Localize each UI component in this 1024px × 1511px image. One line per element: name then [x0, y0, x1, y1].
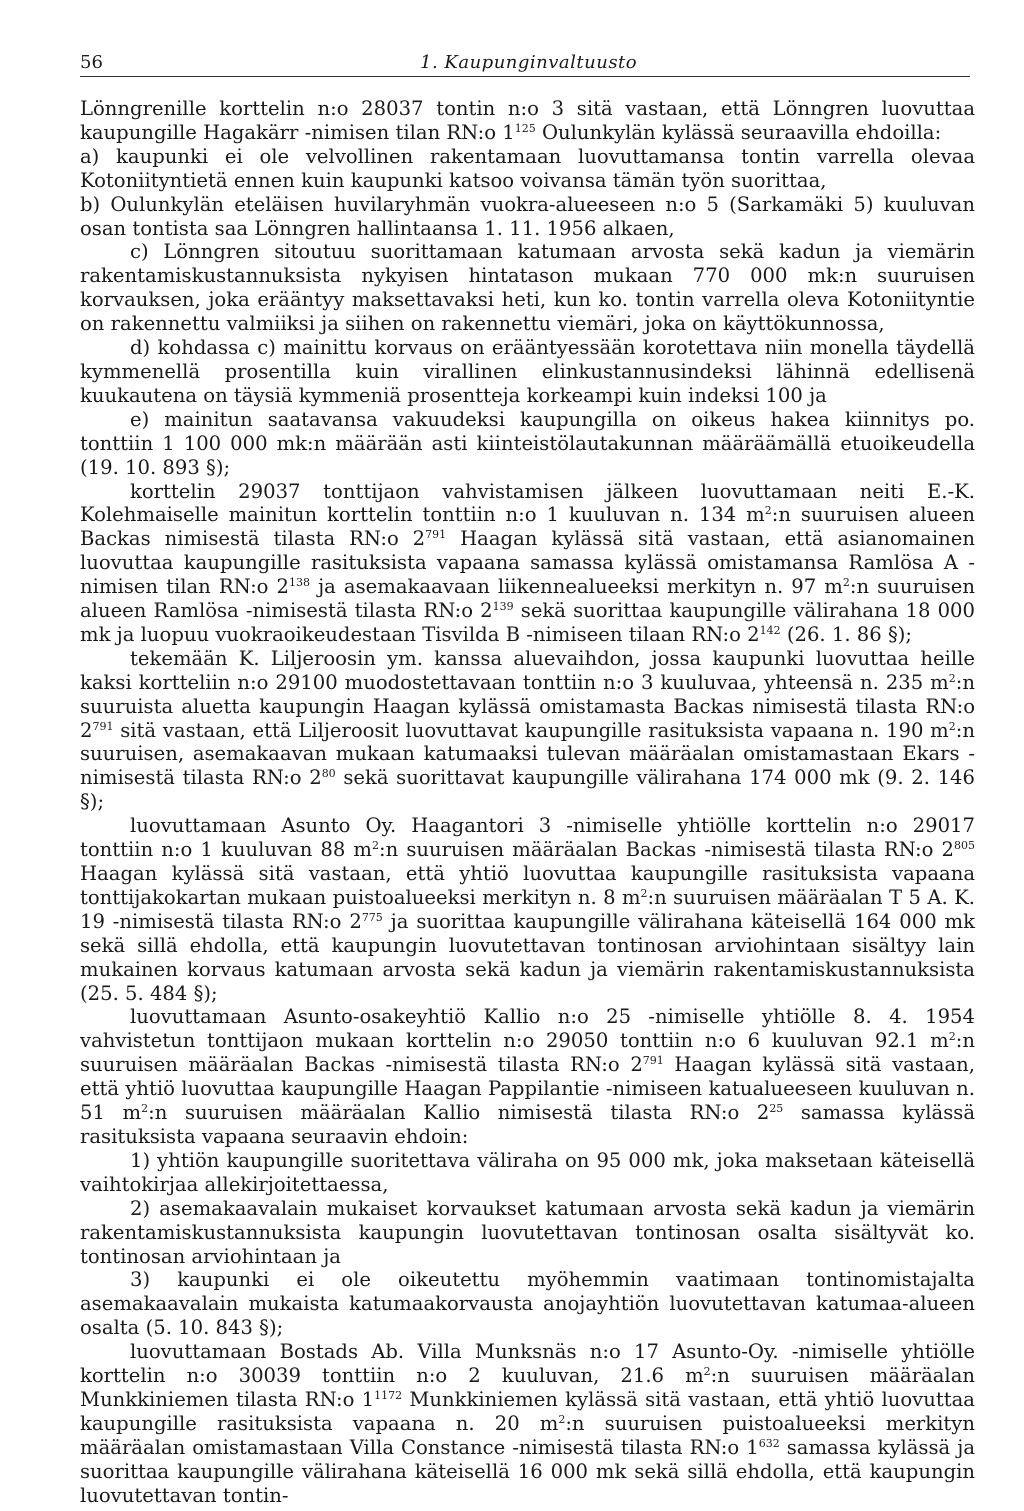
superscript: 2 — [948, 1030, 956, 1044]
superscript: 2 — [948, 719, 956, 733]
text-run: sekä suorittaa kaupungille välirahana 18 000 mk ja luopuu vuokraoikeudestaan Tisvilda B -nimiseen tilaan RN:o 2 — [80, 599, 975, 646]
text-run: c) Lönngren sitoutuu suorittamaan katumaan arvosta sekä kadun ja viemärin rakentamiskustannuksista nykyisen hintatason mukaan 770 000 mk:n suuruisen korvauksen, joka erääntyy maksettavaksi heti, kun ko. tontin varrella oleva Kotoniityntie on rakennettu valmiiksi ja siihen on rakennettu viemäri, joka on käyttökunnossa, — [80, 240, 975, 336]
paragraph — [80, 145, 975, 193]
text-run: Haagan kylässä sitä vastaan, että yhtiö luovuttaa kaupungille Haagan Pappilantie -nimiseen katualueeseen kuuluvan n. 51 m — [80, 1053, 975, 1125]
text-run: sitä vastaan, että Liljeroosit luovuttavat kaupungille rasituksista vapaana n. 190 m — [113, 718, 949, 742]
paragraph — [80, 1197, 975, 1269]
superscript: 80 — [321, 767, 336, 781]
superscript: 138 — [289, 576, 311, 590]
text-run: 2) asemakaavalain mukaiset korvaukset katumaan arvosta sekä kadun ja viemärin rakentamiskustannuksista kaupungin luovutettavan tontinosan osalta sisältyvät ko. tontinosan arviohintaan ja — [80, 1196, 975, 1268]
paragraph — [80, 1340, 975, 1507]
text-run: Haagan kylässä sitä vastaan, että yhtiö luovuttaa kaupungille rasituksista vapaana tonttijakokartan mukaan puistoalueeksi merkityn n. 8 m — [80, 862, 975, 909]
running-title: 1. Kaupunginvaltuusto — [420, 52, 638, 73]
paragraph — [80, 647, 975, 814]
text-run: 3) kaupunki ei ole oikeutettu myöhemmin vaatimaan tontinomistajalta asemakaavalain mukaista katumaakorvausta anojayhtiön luovutettavan katumaa-alueen osalta (5. 10. 843 §); — [80, 1268, 975, 1340]
text-run: :n suuruisen alueen Backas nimisestä tilasta RN:o 2 — [80, 503, 975, 551]
superscript: 791 — [425, 528, 447, 542]
text-run: e) mainitun saatavansa vakuudeksi kaupungilla on oikeus hakea kiinnitys po. tonttiin 1 100 000 mk:n määrään asti kiinteistölautakunnan määräämällä etuoikeudella (19. 10. 893 §); — [80, 407, 975, 479]
paragraph — [80, 1268, 975, 1340]
superscript: 2 — [703, 1365, 711, 1379]
text-run: :n suuruista aluetta kaupungin Haagan kylässä omistamasta Backas nimisestä tilasta RN:o 2 — [80, 670, 975, 742]
text-run: ja asemakaavaan liikennealueeksi merkityn n. 97 m — [310, 575, 843, 599]
text-run: sekä suorittavat kaupungille välirahana 174 000 mk (9. 2. 146 §); — [80, 766, 975, 814]
text-run: luovuttamaan Bostads Ab. Villa Munksnäs n:o 17 Asunto-Oy. -nimiselle yhtiölle korttelin n:o 30039 tonttiin n:o 2 kuuluvan, 21.6 m — [80, 1340, 975, 1388]
text-run: :n suuruisen määräalan Munkkiniemen tilasta RN:o 1 — [80, 1364, 976, 1411]
superscript: 142 — [759, 623, 781, 637]
paragraph — [80, 814, 975, 1005]
text-run: b) Oulunkylän eteläisen huvilaryhmän vuokra-alueeseen n:o 5 (Sarkamäki 5) kuuluvan osan tontista saa Lönngren hallintaansa 1. 11. 1956 alkaen, — [80, 192, 975, 240]
paragraph — [80, 240, 975, 336]
text-run: :n suuruisen määräalan Backas -nimisestä tilasta RN:o 2 — [80, 1029, 975, 1077]
paragraph — [80, 336, 975, 408]
superscript: 2 — [558, 1412, 566, 1426]
text-run: :n suuruisen alueen Ramlösa -nimisestä tilasta RN:o 2 — [80, 575, 975, 623]
text-run: samassa kylässä ja suorittaa kaupungille välirahana käteisellä 16 000 mk sekä sillä ehdolla, että kaupungin luovutettavan tontin- — [80, 1435, 975, 1507]
superscript: 2 — [141, 1102, 149, 1116]
superscript: 1172 — [374, 1388, 403, 1402]
paragraph — [80, 193, 975, 241]
text-run: luovuttamaan Asunto Oy. Haagantori 3 -nimiselle yhtiölle korttelin n:o 29017 tonttiin n:o 1 kuuluvan 88 m — [80, 814, 975, 862]
text-run: Munkkiniemen kylässä sitä vastaan, että yhtiö luovuttaa kaupungille rasituksista vapaana n. 20 m — [80, 1387, 975, 1435]
superscript: 2 — [372, 839, 380, 853]
paragraph — [80, 1149, 975, 1197]
superscript: 139 — [492, 600, 514, 614]
superscript: 632 — [758, 1436, 780, 1450]
body-text — [80, 97, 975, 1507]
page-number: 56 — [80, 52, 103, 73]
superscript: 2 — [640, 886, 648, 900]
paragraph — [80, 408, 975, 480]
text-run: :n suuruisen, asemakaavan mukaan katumaaksi tulevan määräalan omistamastaan Ekars -nimisestä tilasta RN:o 2 — [80, 718, 975, 790]
text-run: ja suorittaa kaupungille välirahana käteisellä 164 000 mk sekä sillä ehdolla, että kaupungin luovutettavan tontinosan arviohintaan sisältyy lain mukainen korvaus katumaan arvosta sekä kadun ja viemärin rakentamiskustannuksista (25. 5. 484 §); — [80, 909, 975, 1005]
text-run: luovuttamaan Asunto-osakeyhtiö Kallio n:o 25 -nimiselle yhtiölle 8. 4. 1954 vahvistetun tonttijaon mukaan korttelin n:o 29050 tonttiin n:o 6 kuuluvan 92.1 m — [80, 1005, 975, 1053]
paragraph — [80, 1005, 975, 1148]
text-run: :n suuruisen määräalan T 5 A. K. 19 -nimisestä tilasta RN:o 2 — [80, 885, 975, 933]
text-run: tekemään K. Liljeroosin ym. kanssa aluevaihdon, jossa kaupunki luovuttaa heille kaksi kortteliin n:o 29100 muodostettavaan tonttiin n:o 3 kuuluvaa, yhteensä n. 235 m — [80, 646, 975, 694]
text-run: a) kaupunki ei ole velvollinen rakentamaan luovuttamansa tontin varrella olevaa Kotoniityntietä ennen kuin kaupunki katsoo voivansa tämän työn suorittaa, — [80, 144, 975, 192]
superscript: 25 — [769, 1102, 784, 1116]
superscript: 2 — [764, 504, 772, 518]
superscript: 2 — [842, 576, 850, 590]
text-run: :n suuruisen puistoalueeksi merkityn määräalan omistamastaan Villa Constance -nimisestä tilasta RN:o 1 — [80, 1411, 975, 1459]
text-run: d) kohdassa c) mainittu korvaus on erääntyessään korotettava niin monella täydellä kymmenellä prosentilla kuin virallinen elinkustannusindeksi lähinnä edellisenä kuukautena on täysiä kymmeniä prosentteja korkeampi kuin indeksi 100 ja — [80, 336, 975, 407]
text-run: :n suuruisen määräalan Backas -nimisestä tilasta RN:o 2 — [379, 838, 954, 862]
text-run: Oulunkylän kylässä seuraavilla ehdoilla: — [535, 120, 942, 144]
text-run: korttelin 29037 tonttijaon vahvistamisen jälkeen luovuttamaan neiti E.-K. Kolehmaiselle mainitun korttelin tonttiin n:o 1 kuuluvan n. 134 m — [80, 479, 975, 527]
text-run: samassa kylässä rasituksista vapaana seuraavin ehdoin: — [80, 1101, 975, 1148]
text-run: 1) yhtiön kaupungille suoritettava väliraha on 95 000 mk, joka maksetaan käteisellä vaihtokirjaa allekirjoitettaessa, — [80, 1148, 975, 1196]
superscript: 2 — [948, 671, 956, 685]
text-run: :n suuruisen määräalan Kallio nimisestä tilasta RN:o 2 — [148, 1101, 770, 1125]
superscript: 775 — [361, 910, 383, 924]
page-header — [80, 52, 970, 77]
text-run: Lönngrenille korttelin n:o 28037 tontin n:o 3 sitä vastaan, että Lönngren luovuttaa kaupungille Hagakärr -nimisen tilan RN:o 1 — [80, 97, 975, 144]
text-run: (26. 1. 86 §); — [780, 622, 913, 646]
superscript: 791 — [642, 1054, 664, 1068]
superscript: 791 — [92, 719, 114, 733]
superscript: 125 — [514, 121, 536, 135]
paragraph — [80, 480, 975, 647]
superscript: 805 — [954, 839, 975, 853]
paragraph — [80, 97, 975, 145]
text-run: Haagan kylässä sitä vastaan, että asianomainen luovuttaa kaupungille rasituksista vapaana samassa kylässä omistamansa Ramlösa A -nimisen tilan RN:o 2 — [80, 527, 975, 599]
